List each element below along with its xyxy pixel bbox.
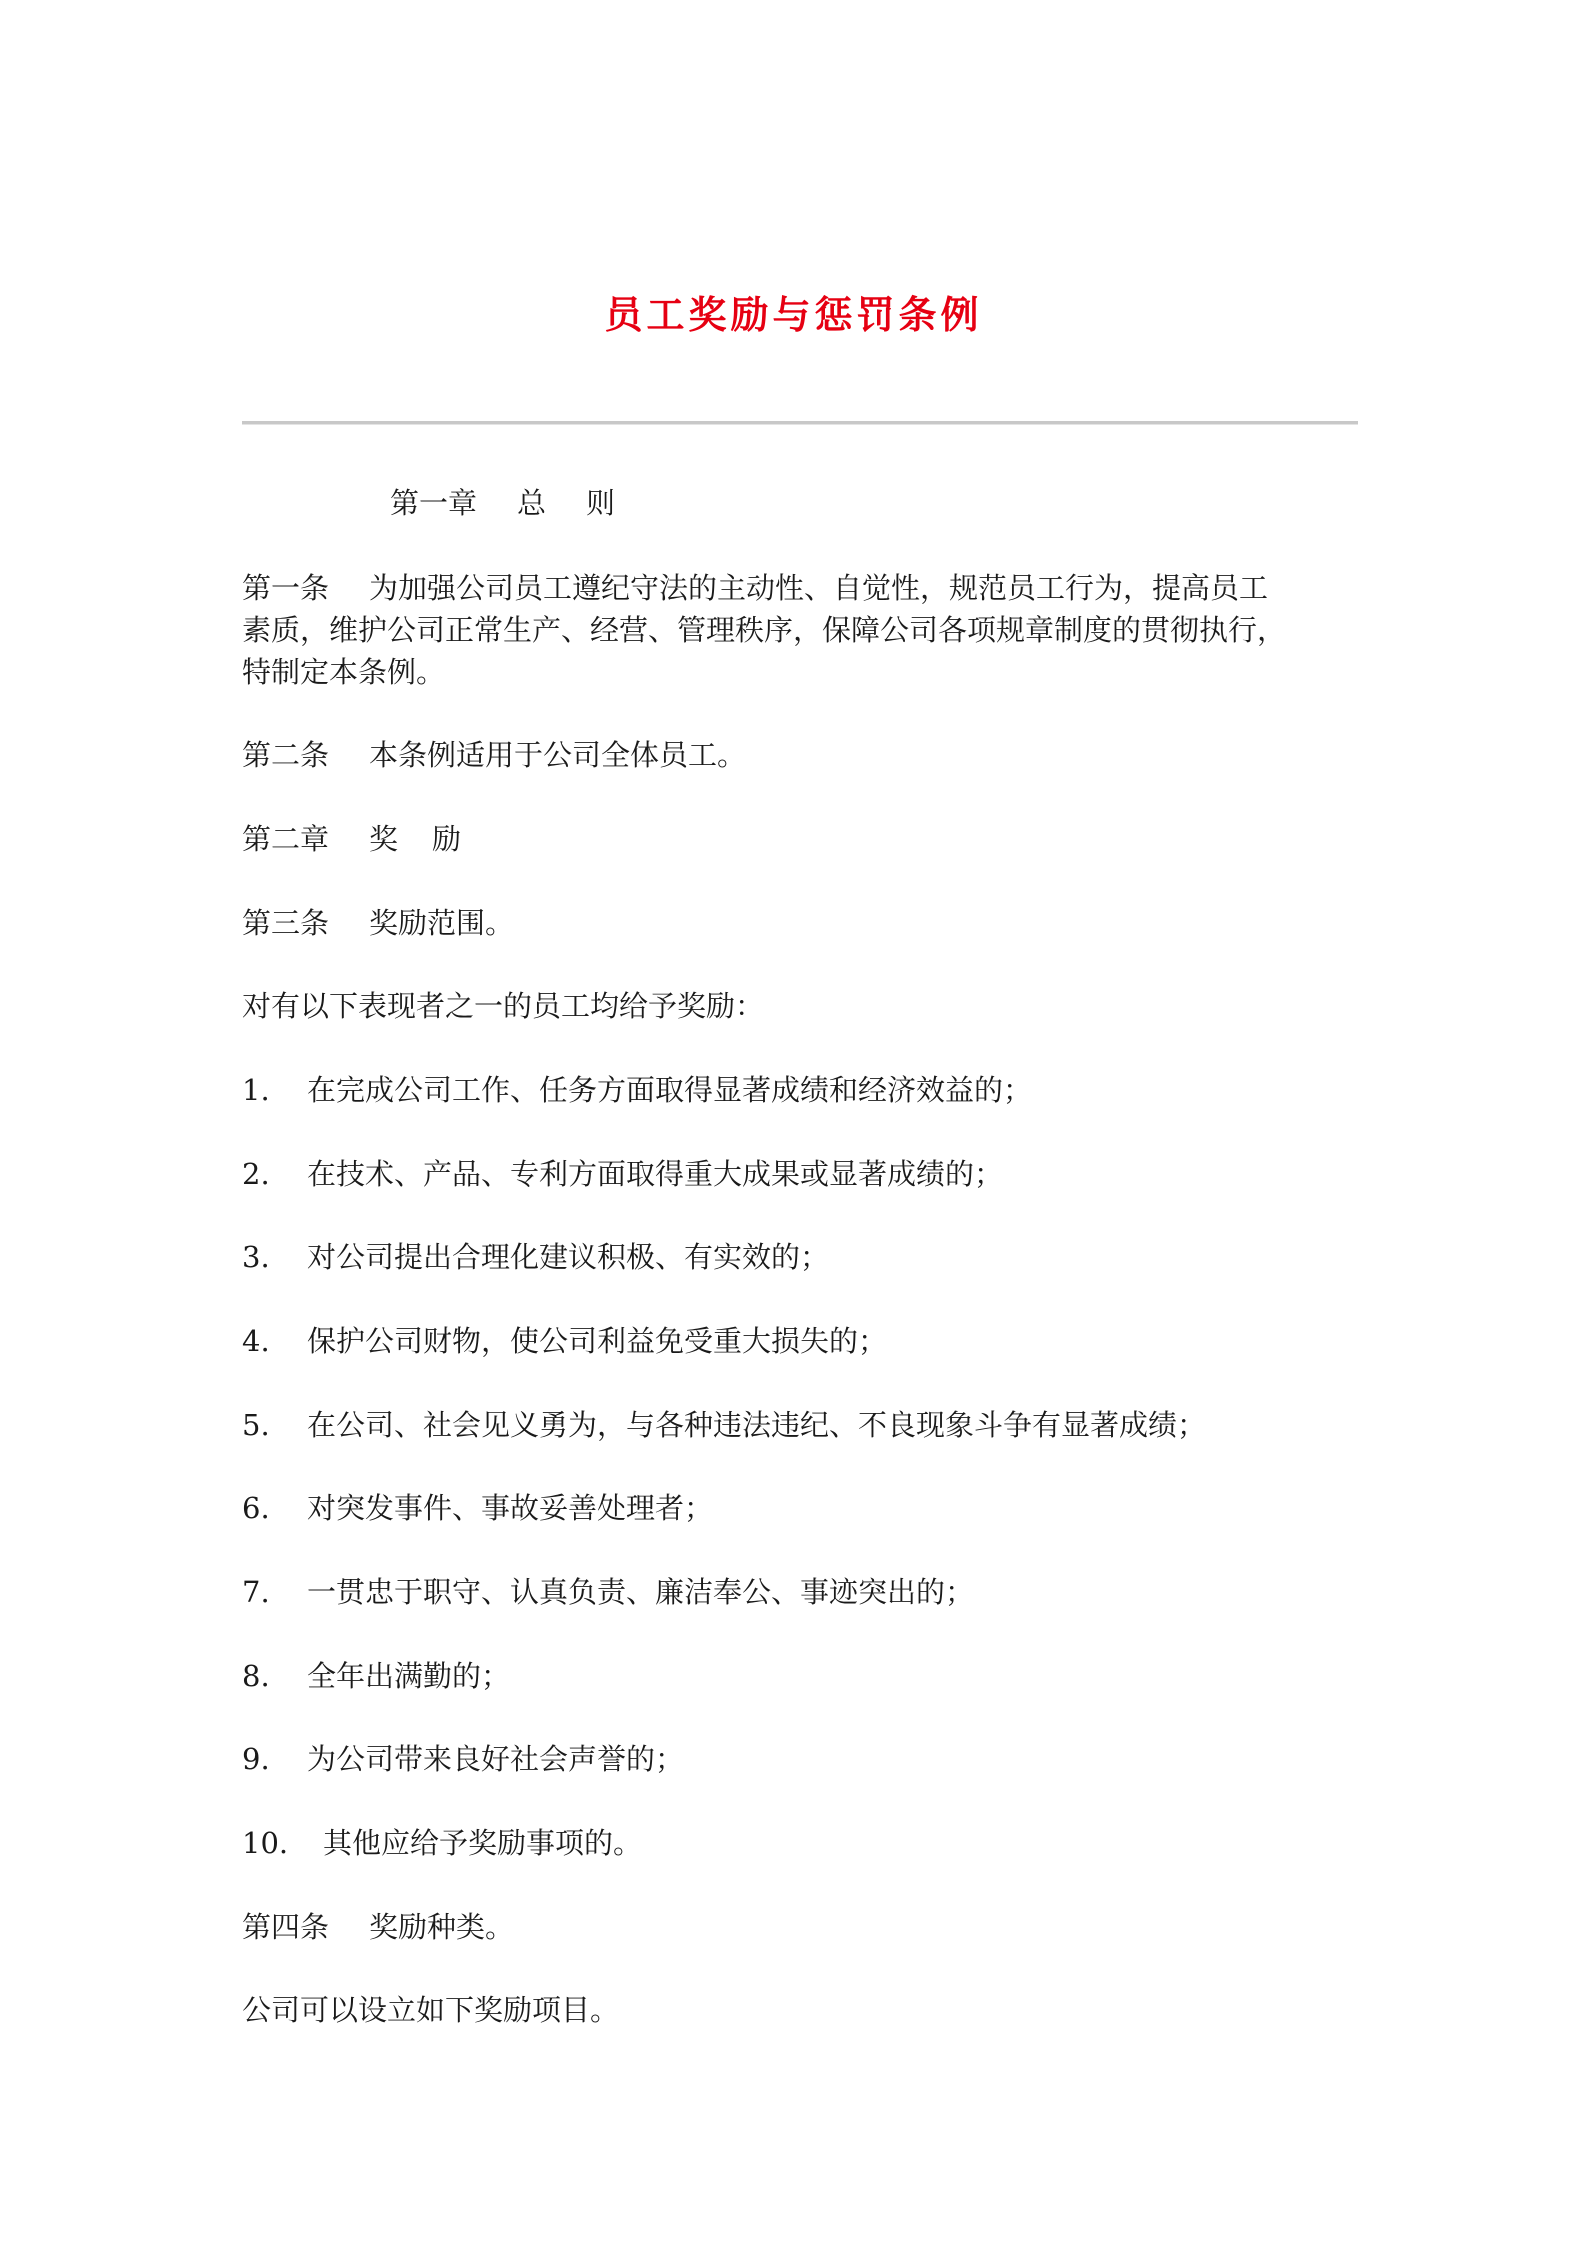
list-item bbox=[242, 1822, 1358, 1864]
list-item bbox=[242, 1236, 1358, 1278]
reward-intro: 对有以下表现者之一的员工均给予奖励： bbox=[242, 989, 765, 1023]
list-number: 3. bbox=[242, 1240, 270, 1274]
list-text: 一贯忠于职守、认真负责、廉洁奉公、事迹突出的； bbox=[307, 1575, 975, 1609]
document-title: 员工奖励与惩罚条例 bbox=[604, 292, 983, 337]
article-2 bbox=[242, 734, 1358, 776]
list-number: 1. bbox=[242, 1073, 270, 1107]
list-number: 4. bbox=[242, 1324, 270, 1358]
article-text: 奖励种类。 bbox=[369, 1910, 515, 1944]
chapter-word: 奖 bbox=[369, 822, 399, 856]
list-text: 为公司带来良好社会声誉的； bbox=[307, 1742, 685, 1776]
list-number: 7. bbox=[242, 1575, 270, 1609]
list-item bbox=[242, 1655, 1358, 1697]
list-item bbox=[242, 1153, 1358, 1195]
chapter-label: 第一章 bbox=[390, 486, 478, 520]
article-label: 第四条 bbox=[242, 1910, 330, 1944]
article-1-line-1 bbox=[242, 567, 1358, 609]
chapter-word: 励 bbox=[432, 822, 462, 856]
list-text: 对突发事件、事故妥善处理者； bbox=[307, 1491, 714, 1525]
list-item bbox=[242, 1069, 1358, 1111]
list-number: 6. bbox=[242, 1491, 270, 1525]
article-text: 本条例适用于公司全体员工。 bbox=[369, 738, 747, 772]
chapter-1-heading bbox=[390, 482, 1506, 524]
list-item bbox=[242, 1320, 1358, 1362]
article-text: 奖励范围。 bbox=[369, 906, 515, 940]
list-number: 9. bbox=[242, 1742, 270, 1776]
article-3 bbox=[242, 902, 1358, 944]
list-item bbox=[242, 1487, 1358, 1529]
list-text: 在公司、社会见义勇为，与各种违法违纪、不良现象斗争有显著成绩； bbox=[307, 1408, 1207, 1442]
list-number: 2. bbox=[242, 1157, 270, 1191]
article-1-line-3: 特制定本条例。 bbox=[242, 655, 446, 689]
list-text: 在技术、产品、专利方面取得重大成果或显著成绩的； bbox=[307, 1157, 1004, 1191]
list-text: 对公司提出合理化建议积极、有实效的； bbox=[307, 1240, 830, 1274]
article-text: 为加强公司员工遵纪守法的主动性、自觉性，规范员工行为，提高员工 bbox=[369, 571, 1269, 605]
list-text: 全年出满勤的； bbox=[307, 1659, 511, 1693]
article-1-line-2: 素质，维护公司正常生产、经营、管理秩序，保障公司各项规章制度的贯彻执行， bbox=[242, 613, 1287, 647]
list-item bbox=[242, 1571, 1358, 1613]
chapter-label: 第二章 bbox=[242, 822, 330, 856]
chapter-word: 总 bbox=[517, 486, 547, 520]
article-4 bbox=[242, 1906, 1358, 1948]
list-number: 8. bbox=[242, 1659, 270, 1693]
list-item bbox=[242, 1738, 1358, 1780]
list-number: 10. bbox=[242, 1826, 289, 1860]
article-label: 第一条 bbox=[242, 571, 330, 605]
title-divider bbox=[242, 421, 1358, 425]
list-text: 保护公司财物，使公司利益免受重大损失的； bbox=[307, 1324, 888, 1358]
article-label: 第二条 bbox=[242, 738, 330, 772]
list-item bbox=[242, 1404, 1358, 1446]
list-text: 在完成公司工作、任务方面取得显著成绩和经济效益的； bbox=[307, 1073, 1033, 1107]
chapter-word: 则 bbox=[586, 486, 616, 520]
list-number: 5. bbox=[242, 1408, 270, 1442]
list-text: 其他应给予奖励事项的。 bbox=[323, 1826, 643, 1860]
article-label: 第三条 bbox=[242, 906, 330, 940]
closing-sentence: 公司可以设立如下奖励项目。 bbox=[242, 1993, 620, 2027]
chapter-2-heading bbox=[242, 818, 1358, 860]
